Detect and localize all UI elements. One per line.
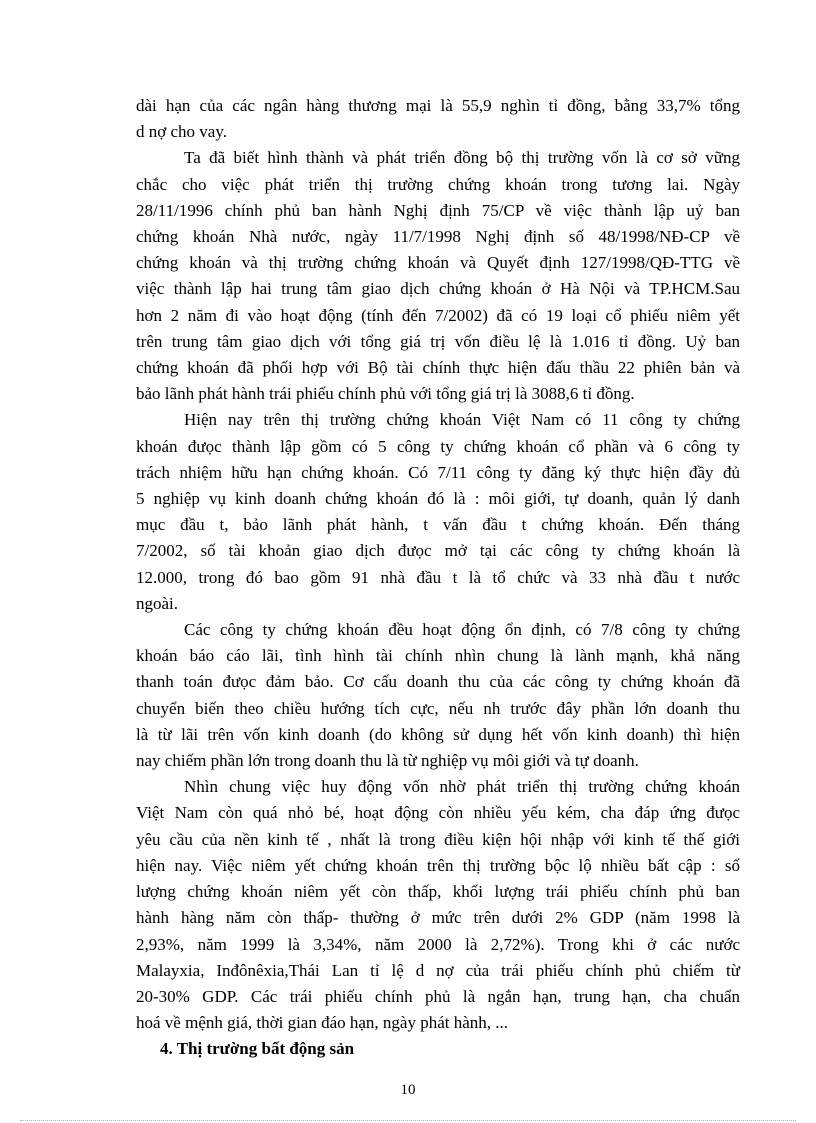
text-line: mục đầu t, bảo lãnh phát hành, t vấn đầu t chứng khoán. Đến tháng — [136, 515, 740, 535]
text-line: chứng khoán Nhà nước, ngày 11/7/1998 Nghị định số 48/1998/NĐ-CP về — [136, 227, 740, 247]
paragraph — [136, 93, 740, 145]
text-line: Việt Nam còn quá nhỏ bé, hoạt động còn nhiều yếu kém, cha đáp ứng đưọc — [136, 803, 740, 823]
text-line: nay chiếm phần lớn trong doanh thu là từ nghiệp vụ môi giới và tự doanh. — [136, 751, 639, 771]
paragraph — [136, 617, 740, 774]
text-line: 20-30% GDP. Các trái phiếu chính phủ là ngắn hạn, trung hạn, cha chuẩn — [136, 986, 740, 1006]
page-number: 10 — [400, 1082, 416, 1098]
text-line: Nhìn chung việc huy động vốn nhờ phát triển thị trường chứng khoán — [184, 777, 740, 797]
text-line: chứng khoán và thị trường chứng khoán và Quyết định 127/1998/QĐ-TTG về — [136, 253, 740, 273]
text-line: bảo lãnh phát hành trái phiếu chính phủ với tổng giá trị là 3088,6 tỉ đồng. — [136, 384, 635, 404]
paragraph — [136, 407, 740, 617]
text-line: hơn 2 năm đi vào hoạt động (tính đến 7/2002) đã có 19 loại cổ phiếu niêm yết — [136, 305, 740, 325]
text-line: dài hạn của các ngân hàng thương mại là 55,9 nghìn tỉ đồng, bằng 33,7% tổng — [136, 96, 740, 115]
text-line: trên trung tâm giao dịch với tổng giá trị vốn điều lệ là 1.016 tỉ đồng. Uỷ ban — [136, 331, 740, 351]
page-bottom-border — [20, 1120, 796, 1121]
text-line: Ta đã biết hình thành và phát triển đồng bộ thị trường vốn là cơ sở vững — [184, 148, 740, 168]
text-line: chứng khoán đã phối hợp với Bộ tài chính thực hiện đấu thầu 22 phiên bản và — [136, 358, 740, 378]
text-line: việc thành lập hai trung tâm giao dịch chứng khoán ở Hà Nội và TP.HCM.Sau — [136, 279, 740, 299]
text-line: yêu cầu của nền kinh tế , nhất là trong điều kiện hội nhập với kinh tế thế giới — [136, 829, 740, 849]
text-line: chuyển biến theo chiều hướng tích cực, nếu nh trước đây phần lớn doanh thu — [136, 698, 740, 718]
text-line: hành hàng năm còn thấp- thường ở mức trên dưới 2% GDP (năm 1998 là — [136, 908, 740, 928]
text-line: d nợ cho vay. — [136, 122, 227, 142]
text-line: khoán báo cáo lãi, tình hình tài chính nhìn chung là lành mạnh, khả năng — [136, 646, 740, 666]
text-line: ngoài. — [136, 593, 179, 613]
paragraph — [136, 145, 740, 407]
section-heading: 4. Thị trường bất động sản — [160, 1039, 355, 1059]
text-line: Hiện nay trên thị trường chứng khoán Việt Nam có 11 công ty chứng — [184, 410, 740, 430]
document-body — [136, 93, 740, 1063]
text-line: khoán đưọc thành lập gồm có 5 công ty chứng khoán cổ phần và 6 công ty — [136, 436, 740, 456]
text-line: Malayxia, Inđônêxia,Thái Lan tỉ lệ d nợ của trái phiếu chính phủ chiếm từ — [136, 960, 740, 980]
text-line: hiện nay. Việc niêm yết chứng khoán trên thị trường bộc lộ nhiều bất cập : số — [136, 855, 740, 875]
text-line: chắc cho việc phát triển thị trường chứng khoán trong tương lai. Ngày — [136, 174, 740, 194]
text-line: Các công ty chứng khoán đều hoạt động ổn định, có 7/8 công ty chứng — [184, 620, 740, 640]
text-line: thanh toán đưọc đảm bảo. Cơ cấu doanh thu của các công ty chứng khoán đã — [136, 672, 740, 692]
text-line: lượng chứng khoán niêm yết còn thấp, khối lượng trái phiếu chính phủ ban — [136, 882, 740, 902]
text-line: 5 nghiệp vụ kinh doanh chứng khoán đó là : môi giới, tự doanh, quản lý danh — [136, 489, 740, 509]
text-line: hoá về mệnh giá, thời gian đáo hạn, ngày phát hành, ... — [136, 1013, 509, 1033]
text-line: 2,93%, năm 1999 là 3,34%, năm 2000 là 2,72%). Trong khi ở các nước — [136, 934, 740, 954]
text-line: là từ lãi trên vốn kinh doanh (do không sử dụng hết vốn kinh doanh) thì hiện — [136, 724, 740, 744]
paragraph — [136, 774, 740, 1036]
text-line: 12.000, trong đó bao gồm 91 nhà đầu t là tổ chức và 33 nhà đầu t nước — [136, 567, 740, 587]
text-line: 28/11/1996 chính phủ ban hành Nghị định 75/CP về việc thành lập uỷ ban — [136, 200, 740, 220]
text-line: 7/2002, số tài khoản giao dịch đưọc mở tại các công ty chứng khoán là — [136, 541, 740, 561]
text-line: trách nhiệm hữu hạn chứng khoán. Có 7/11 công ty đăng ký thực hiện đầy đủ — [136, 462, 740, 482]
